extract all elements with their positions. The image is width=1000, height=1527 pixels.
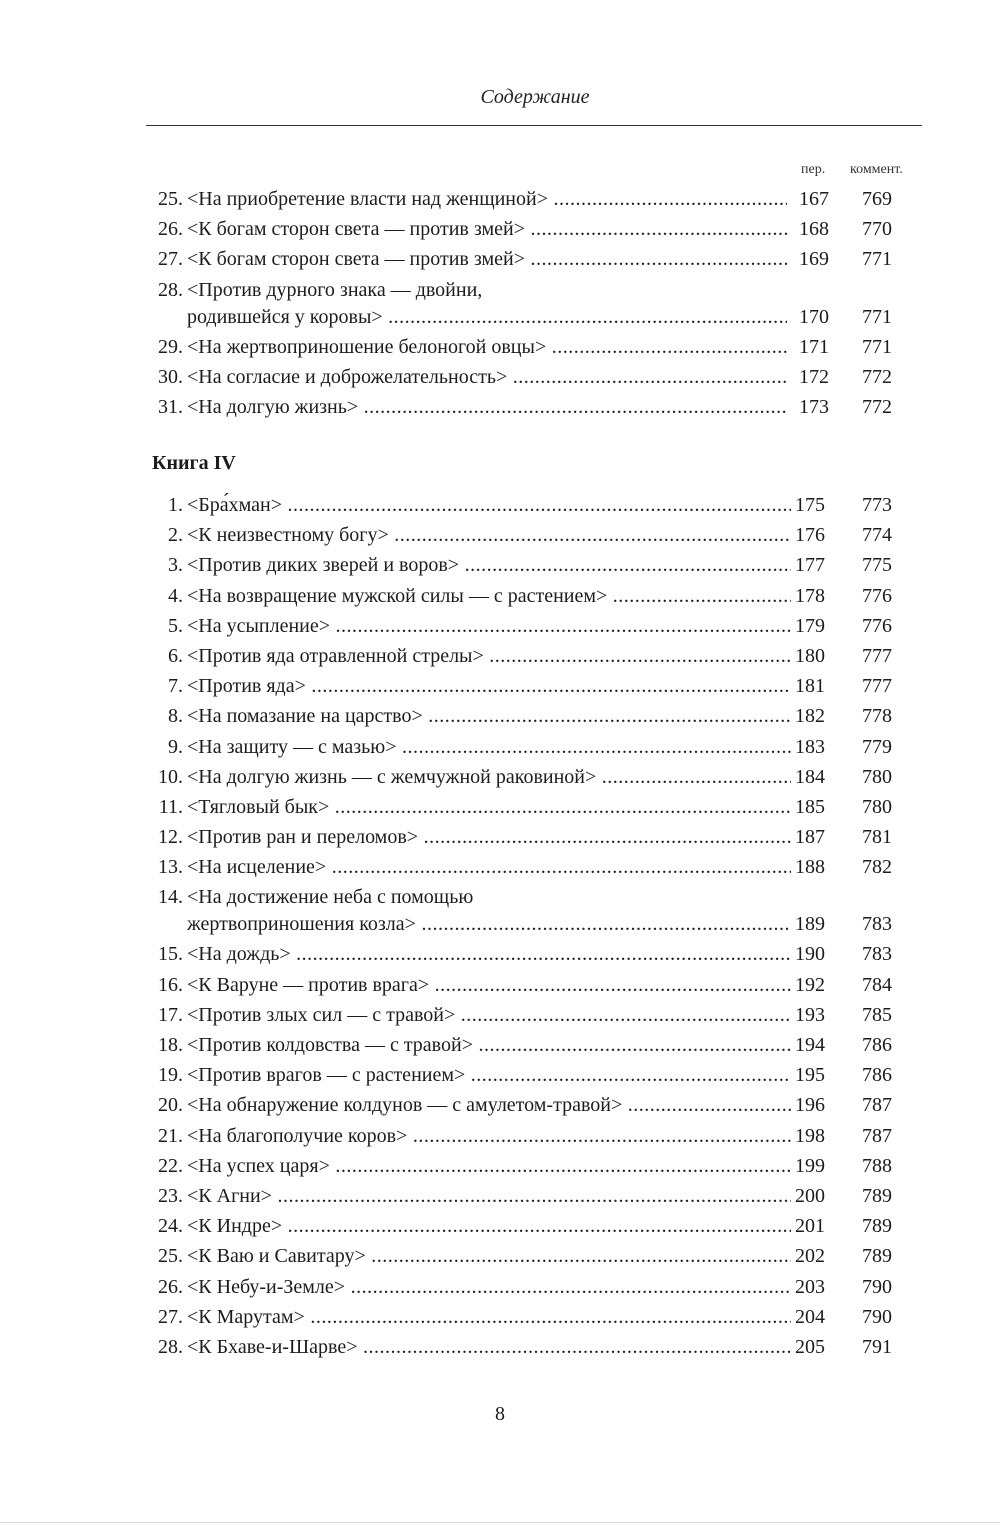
entry-comment-page: 776	[862, 584, 892, 607]
column-head-commentary: коммент.	[850, 162, 903, 177]
toc-entry	[0, 671, 1000, 701]
entry-comment-page: 771	[862, 248, 892, 271]
entry-page: 190	[795, 943, 825, 966]
entry-comment-page: 791	[862, 1335, 892, 1358]
toc-entry	[0, 939, 1000, 969]
entry-page: 181	[795, 675, 825, 698]
toc-entry	[0, 822, 1000, 852]
entry-page: 193	[795, 1003, 825, 1026]
entry-comment-page: 789	[862, 1184, 892, 1207]
toc-entry	[0, 581, 1000, 611]
entry-title: <К Агни> .....	[187, 1181, 791, 1211]
entry-page: 183	[795, 735, 825, 758]
entry-number: 5.	[168, 614, 183, 637]
entry-comment-page: 781	[862, 826, 892, 849]
entry-page: 180	[795, 644, 825, 667]
entry-page: 173	[799, 395, 829, 418]
entry-comment-page: 772	[862, 365, 892, 388]
page-number: 8	[495, 1403, 505, 1425]
entry-title: <Против врагов — с растением> .....	[187, 1060, 791, 1090]
entry-page: 194	[795, 1034, 825, 1056]
toc-entry	[0, 701, 1000, 731]
entry-title: <Тягловый бык> .....	[187, 792, 791, 822]
toc-entry	[0, 1302, 1000, 1332]
entry-title: <Против колдовства — с травой> .....	[187, 1030, 791, 1060]
entry-comment-page: 777	[862, 675, 892, 698]
toc-entry	[0, 1000, 1000, 1030]
entry-comment-page: 770	[862, 218, 892, 241]
entry-page: 189	[795, 913, 825, 936]
entry-title: <Против яда отравленной стрелы> .....	[187, 641, 791, 671]
entry-comment-page: 790	[862, 1305, 892, 1328]
toc-entry	[0, 1272, 1000, 1302]
entry-page: 196	[795, 1094, 825, 1117]
entry-page: 200	[795, 1184, 825, 1207]
entry-number: 31.	[158, 395, 183, 418]
toc-entry	[0, 732, 1000, 762]
entry-comment-page: 786	[862, 1064, 892, 1087]
entry-number: 25.	[158, 188, 183, 210]
toc-entry	[0, 520, 1000, 550]
entry-number: 8.	[168, 705, 183, 728]
entry-page: 168	[799, 218, 829, 241]
book3-entries	[0, 184, 1000, 422]
entry-page: 172	[799, 365, 829, 388]
entry-page: 171	[799, 335, 829, 358]
entry-page: 187	[795, 826, 825, 849]
toc-entry	[0, 550, 1000, 580]
toc-entry	[0, 1121, 1000, 1151]
entry-title: <На защиту — с мазью> .....	[187, 732, 791, 762]
entry-number: 25.	[158, 1245, 183, 1268]
toc-entry	[0, 184, 1000, 214]
toc-entry	[0, 1090, 1000, 1120]
entry-comment-page: 779	[862, 735, 892, 758]
entry-comment-page: 780	[862, 765, 892, 788]
entry-title-line1: <На достижение неба с помощью	[187, 886, 474, 909]
entry-number: 16.	[158, 973, 183, 996]
entry-comment-page: 776	[862, 614, 892, 637]
toc-entry	[0, 332, 1000, 362]
entry-title-line1: <Против дурного знака — двойни,	[187, 278, 483, 301]
entry-number: 2.	[168, 524, 183, 547]
entry-title: <На дождь> .....	[187, 939, 791, 969]
toc-entry	[0, 792, 1000, 822]
entry-page: 169	[799, 248, 829, 271]
toc-entry	[0, 1211, 1000, 1241]
page-edge	[0, 1522, 1000, 1523]
entry-comment-page: 769	[862, 188, 892, 210]
entry-title: родившейся у коровы> .....	[187, 302, 787, 332]
entry-number: 4.	[168, 584, 183, 607]
entry-comment-page: 784	[862, 973, 892, 996]
entry-title: <На обнаружение колдунов — с амулетом-травой> .....	[187, 1090, 791, 1120]
book-heading: Книга IV	[152, 452, 236, 474]
entry-title: <Против ран и переломов> .....	[187, 822, 791, 852]
entry-comment-page: 790	[862, 1275, 892, 1298]
entry-number: 15.	[158, 943, 183, 966]
entry-number: 6.	[168, 644, 183, 667]
entry-page: 177	[795, 554, 825, 577]
entry-title: <К Небу-и-Земле> .....	[187, 1272, 791, 1302]
entry-title: <К богам сторон света — против змей> .....	[187, 214, 787, 244]
toc-entry	[0, 1030, 1000, 1060]
entry-comment-page: 782	[862, 856, 892, 879]
entry-number: 10.	[158, 765, 183, 788]
entry-page: 184	[795, 765, 825, 788]
entry-title: <На согласие и доброжелательность> .....	[187, 362, 787, 392]
toc-entry	[0, 392, 1000, 422]
entry-title: <На помазание на царство> .....	[187, 701, 791, 731]
toc-entry	[0, 611, 1000, 641]
entry-title: <Против диких зверей и воров> .....	[187, 550, 791, 580]
entry-page: 179	[795, 614, 825, 637]
entry-page: 205	[795, 1335, 825, 1358]
entry-number: 12.	[158, 826, 183, 849]
entry-title: <Против злых сил — с травой> .....	[187, 1000, 791, 1030]
entry-comment-page: 773	[862, 494, 892, 516]
toc-entry	[0, 490, 1000, 520]
entry-title: <К Бхаве-и-Шарве> .....	[187, 1332, 791, 1362]
entry-comment-page: 774	[862, 524, 892, 547]
entry-page: 178	[795, 584, 825, 607]
entry-comment-page: 787	[862, 1124, 892, 1147]
column-head-translation: пер.	[801, 162, 826, 177]
entry-title: <К Ваю и Савитару> .....	[187, 1241, 791, 1271]
entry-comment-page: 780	[862, 795, 892, 818]
entry-title: <Против яда> .....	[187, 671, 791, 701]
toc-entry	[0, 762, 1000, 792]
entry-comment-page: 789	[862, 1245, 892, 1268]
toc-entry	[0, 362, 1000, 392]
entry-comment-page: 772	[862, 395, 892, 418]
entry-page: 182	[795, 705, 825, 728]
entry-number: 1.	[168, 494, 183, 516]
header-rule	[146, 125, 922, 126]
entry-number: 22.	[158, 1154, 183, 1177]
entry-title: <На благополучие коров> .....	[187, 1121, 791, 1151]
toc-entry	[0, 882, 1000, 939]
entry-comment-page: 789	[862, 1215, 892, 1238]
entry-number: 20.	[158, 1094, 183, 1117]
running-header: Содержание	[480, 86, 590, 108]
entry-title: <На усыпление> .....	[187, 611, 791, 641]
toc-entry	[0, 275, 1000, 332]
entry-page: 188	[795, 856, 825, 879]
toc-entry	[0, 852, 1000, 882]
entry-page: 203	[795, 1275, 825, 1298]
entry-number: 23.	[158, 1184, 183, 1207]
entry-title: <К Индре> .....	[187, 1211, 791, 1241]
toc-entry	[0, 1332, 1000, 1362]
entry-title: <На приобретение власти над женщиной> .....	[187, 184, 787, 214]
entry-comment-page: 778	[862, 705, 892, 728]
entry-title: <На жертвоприношение белоногой овцы> .....	[187, 332, 787, 362]
entry-number: 21.	[158, 1124, 183, 1147]
entry-number: 18.	[158, 1034, 183, 1056]
entry-number: 13.	[158, 856, 183, 879]
entry-number: 24.	[158, 1215, 183, 1238]
entry-comment-page: 786	[862, 1034, 892, 1056]
entry-page: 167	[799, 188, 829, 210]
entry-number: 7.	[168, 675, 183, 698]
entry-page: 175	[795, 494, 825, 516]
toc-entry	[0, 1151, 1000, 1181]
entry-title: <На долгую жизнь> .....	[187, 392, 787, 422]
entry-number: 11.	[158, 795, 183, 818]
toc-entry	[0, 1181, 1000, 1211]
entry-page: 192	[795, 973, 825, 996]
entry-title: <На возвращение мужской силы — с растением> .....	[187, 581, 791, 611]
entry-title: жертвоприношения козла> .....	[187, 909, 791, 939]
entry-comment-page: 787	[862, 1094, 892, 1117]
entry-number: 9.	[168, 735, 183, 758]
entry-page: 201	[795, 1215, 825, 1238]
entry-title: <На исцеление> .....	[187, 852, 791, 882]
entry-comment-page: 777	[862, 644, 892, 667]
entry-number: 19.	[158, 1064, 183, 1087]
toc-entry	[0, 1060, 1000, 1090]
entry-page: 195	[795, 1064, 825, 1087]
entry-number: 30.	[158, 365, 183, 388]
entry-comment-page: 771	[862, 305, 892, 328]
entry-number: 29.	[158, 335, 183, 358]
entry-title: <К Варуне — против врага> .....	[187, 970, 791, 1000]
entry-page: 204	[795, 1305, 825, 1328]
entry-comment-page: 785	[862, 1003, 892, 1026]
entry-page: 198	[795, 1124, 825, 1147]
entry-title: <К неизвестному богу> .....	[187, 520, 791, 550]
entry-number: 27.	[158, 248, 183, 271]
entry-number: 27.	[158, 1305, 183, 1328]
entry-page: 170	[799, 305, 829, 328]
entry-page: 185	[795, 795, 825, 818]
entry-comment-page: 783	[862, 943, 892, 966]
book4-entries	[0, 490, 1000, 1362]
entry-title: <На успех царя> .....	[187, 1151, 791, 1181]
entry-number: 3.	[168, 554, 183, 577]
entry-page: 202	[795, 1245, 825, 1268]
entry-number: 26.	[158, 218, 183, 241]
entry-title: <К богам сторон света — против змей> .....	[187, 244, 787, 274]
entry-comment-page: 783	[862, 913, 892, 936]
entry-title: <Бра́хман> .....	[187, 490, 791, 520]
entry-comment-page: 788	[862, 1154, 892, 1177]
entry-number: 14.	[158, 886, 183, 909]
entry-comment-page: 771	[862, 335, 892, 358]
toc-entry	[0, 244, 1000, 274]
toc-entry	[0, 970, 1000, 1000]
entry-title: <К Марутам> .....	[187, 1302, 791, 1332]
toc-entry	[0, 1241, 1000, 1271]
entry-page: 176	[795, 524, 825, 547]
entry-number: 28.	[158, 1335, 183, 1358]
toc-entry	[0, 641, 1000, 671]
toc-entry	[0, 214, 1000, 244]
entry-page: 199	[795, 1154, 825, 1177]
entry-number: 26.	[158, 1275, 183, 1298]
entry-title: <На долгую жизнь — с жемчужной раковиной> .....	[187, 762, 791, 792]
entry-comment-page: 775	[862, 554, 892, 577]
entry-number: 28.	[158, 278, 183, 301]
entry-number: 17.	[158, 1003, 183, 1026]
